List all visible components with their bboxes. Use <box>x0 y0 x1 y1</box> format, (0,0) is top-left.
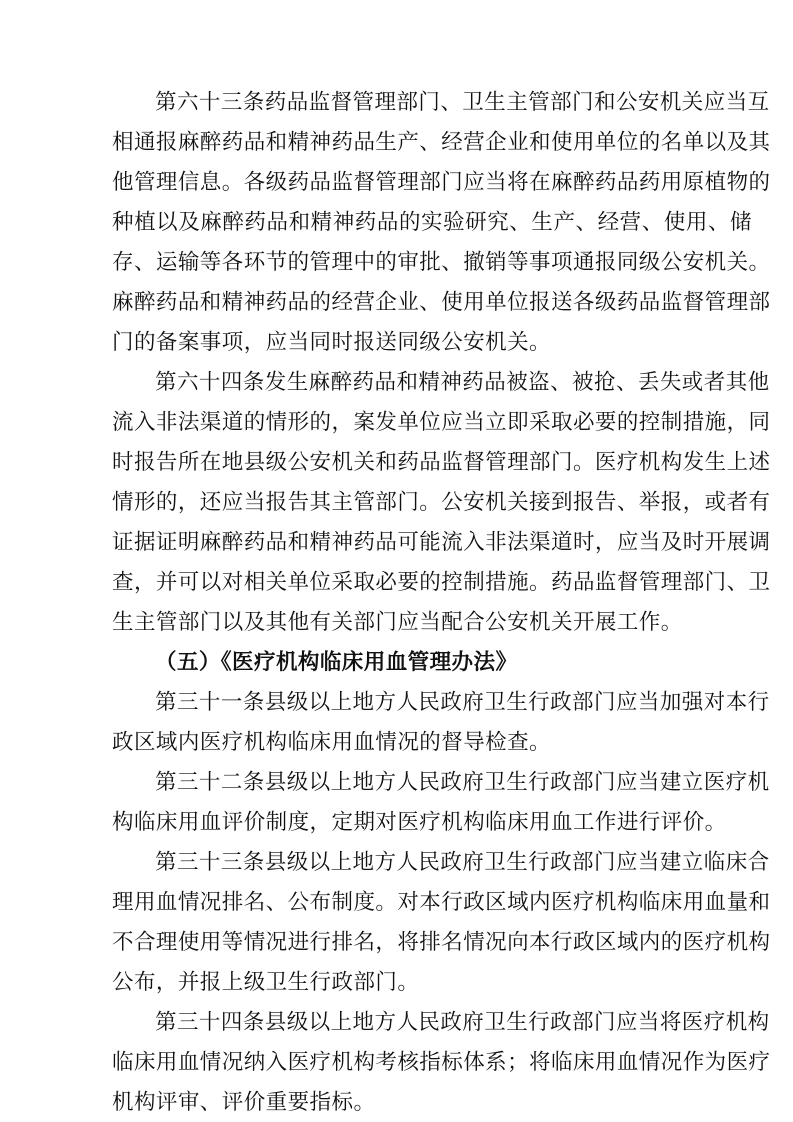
paragraph-31-line-2: 政区域内医疗机构临床用血情况的督导检查。 <box>112 730 552 755</box>
paragraph-31-line-1: 第三十一条县级以上地方人民政府卫生行政部门应当加强对本行 <box>155 690 770 715</box>
paragraph-64-line-5: 证据证明麻醉药品和精神药品可能流入非法渠道时，应当及时开展调 <box>112 530 771 555</box>
paragraph-63-line-6: 麻醉药品和精神药品的经营企业、使用单位报送各级药品监督管理部 <box>112 290 771 315</box>
paragraph-33-line-4: 公布，并报上级卫生行政部门。 <box>112 970 420 995</box>
paragraph-64-line-1: 第六十四条发生麻醉药品和精神药品被盗、被抢、丢失或者其他 <box>155 370 770 395</box>
paragraph-34-line-1: 第三十四条县级以上地方人民政府卫生行政部门应当将医疗机构 <box>155 1010 770 1035</box>
paragraph-33-line-1: 第三十三条县级以上地方人民政府卫生行政部门应当建立临床合 <box>155 850 770 875</box>
paragraph-34-line-2: 临床用血情况纳入医疗机构考核指标体系；将临床用血情况作为医疗 <box>112 1050 771 1075</box>
paragraph-63-line-2: 相通报麻醉药品和精神药品生产、经营企业和使用单位的名单以及其 <box>112 130 771 155</box>
paragraph-63-line-4: 种植以及麻醉药品和精神药品的实验研究、生产、经营、使用、储 <box>112 210 752 235</box>
paragraph-64-line-6: 查，并可以对相关单位采取必要的控制措施。药品监督管理部门、卫 <box>112 570 771 595</box>
paragraph-64-line-2: 流入非法渠道的情形的，案发单位应当立即采取必要的控制措施，同 <box>112 410 771 435</box>
paragraph-32-line-1: 第三十二条县级以上地方人民政府卫生行政部门应当建立医疗机 <box>155 770 770 795</box>
paragraph-64-line-3: 时报告所在地县级公安机关和药品监督管理部门。医疗机构发生上述 <box>112 450 771 475</box>
paragraph-33-line-2: 理用血情况排名、公布制度。对本行政区域内医疗机构临床用血量和 <box>112 890 771 915</box>
paragraph-63-line-7: 门的备案事项，应当同时报送同级公安机关。 <box>112 330 552 355</box>
paragraph-34-line-3: 机构评审、评价重要指标。 <box>112 1090 376 1115</box>
paragraph-63-line-5: 存、运输等各环节的管理中的审批、撤销等事项通报同级公安机关。 <box>112 250 771 275</box>
paragraph-63-line-3: 他管理信息。各级药品监督管理部门应当将在麻醉药品药用原植物的 <box>112 170 771 195</box>
paragraph-32-line-2: 构临床用血评价制度，定期对医疗机构临床用血工作进行评价。 <box>112 810 727 835</box>
paragraph-63-line-1: 第六十三条药品监督管理部门、卫生主管部门和公安机关应当互 <box>155 90 770 115</box>
section-heading: （五）《医疗机构临床用血管理办法》 <box>155 650 518 675</box>
paragraph-33-line-3: 不合理使用等情况进行排名，将排名情况向本行政区域内的医疗机构 <box>112 930 771 955</box>
paragraph-64-line-4: 情形的，还应当报告其主管部门。公安机关接到报告、举报，或者有 <box>112 490 771 515</box>
paragraph-64-line-7: 生主管部门以及其他有关部门应当配合公安机关开展工作。 <box>112 610 683 635</box>
